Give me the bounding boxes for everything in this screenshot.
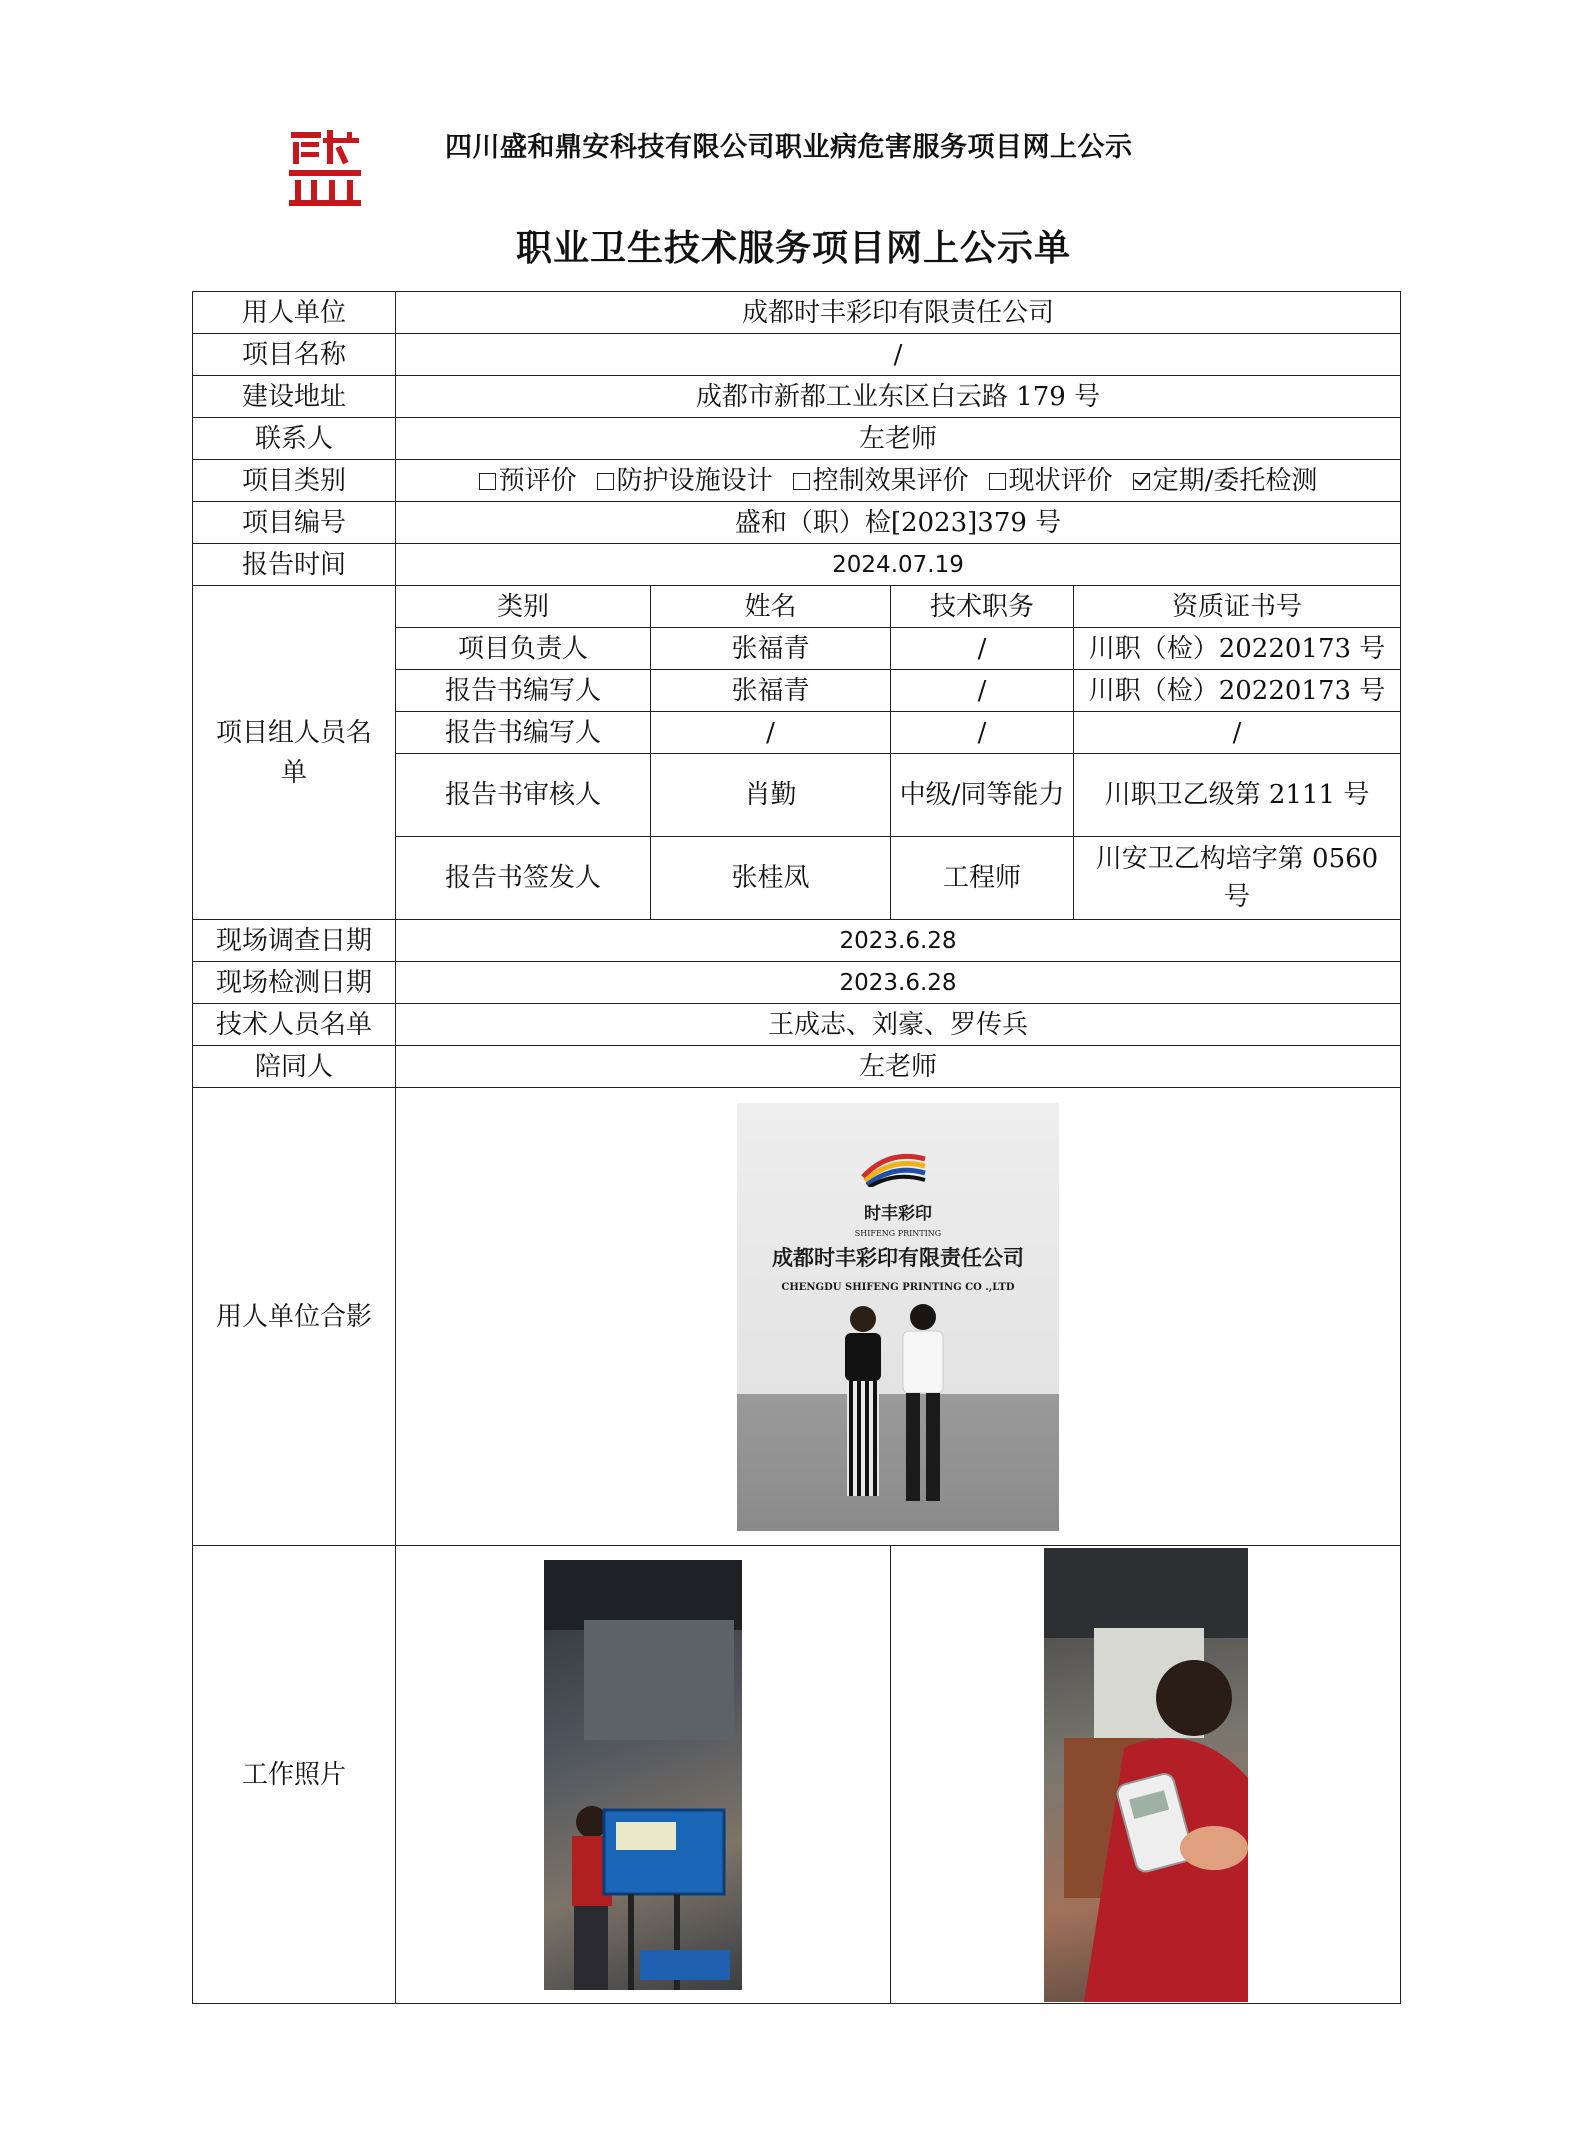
team-role: 报告书编写人 [396, 712, 651, 754]
team-role: 报告书编写人 [396, 670, 651, 712]
noise-meter-figure [1044, 1548, 1248, 2002]
company-logo-icon [287, 128, 363, 208]
team-cert: 川职卫乙级第 2111 号 [1074, 754, 1401, 837]
checkbox-checked-icon [1133, 473, 1150, 490]
work-photo-noise-meter [1044, 1548, 1248, 2002]
team-header-role: 类别 [396, 586, 651, 628]
value-project-no: 盛和（职）检[2023]379 号 [396, 502, 1401, 544]
checkbox-icon [479, 473, 496, 490]
label-survey-date: 现场调查日期 [193, 920, 396, 962]
label-team: 项目组人员名单 [193, 586, 396, 920]
label-project-no: 项目编号 [193, 502, 396, 544]
label-group-photo: 用人单位合影 [193, 1088, 396, 1546]
row-technicians [193, 1004, 1401, 1046]
team-title: / [891, 712, 1074, 754]
row-test-date [193, 962, 1401, 1004]
team-name: 张桂凤 [651, 837, 891, 920]
value-technicians: 王成志、刘豪、罗传兵 [396, 1004, 1401, 1046]
value-employer: 成都时丰彩印有限责任公司 [396, 292, 1401, 334]
value-contact: 左老师 [396, 418, 1401, 460]
row-project-name [193, 334, 1401, 376]
value-project-name: / [396, 334, 1401, 376]
label-report-time: 报告时间 [193, 544, 396, 586]
notice-table [192, 291, 1401, 2004]
team-cert: 川职（检）20220173 号 [1074, 628, 1401, 670]
checkbox-icon [597, 473, 614, 490]
category-options [396, 460, 1401, 502]
label-work-photos: 工作照片 [193, 1546, 396, 2004]
row-project-no [193, 502, 1401, 544]
label-test-date: 现场检测日期 [193, 962, 396, 1004]
team-role: 项目负责人 [396, 628, 651, 670]
row-address [193, 376, 1401, 418]
label-address: 建设地址 [193, 376, 396, 418]
team-header-name: 姓名 [651, 586, 891, 628]
team-title: / [891, 628, 1074, 670]
team-name: 张福青 [651, 670, 891, 712]
label-project-name: 项目名称 [193, 334, 396, 376]
two-people-figure [823, 1303, 963, 1513]
category-option: 现状评价 [989, 466, 1113, 496]
value-survey-date: 2023.6.28 [396, 920, 1401, 962]
value-address: 成都市新都工业东区白云路 179 号 [396, 376, 1401, 418]
work-photo-cell-1 [396, 1546, 891, 2004]
value-report-time: 2024.07.19 [396, 544, 1401, 586]
team-role: 报告书签发人 [396, 837, 651, 920]
row-report-time [193, 544, 1401, 586]
category-option: 控制效果评价 [793, 466, 969, 496]
category-option-checked: 定期/委托检测 [1133, 466, 1318, 496]
row-contact [193, 418, 1401, 460]
label-technicians: 技术人员名单 [193, 1004, 396, 1046]
label-employer: 用人单位 [193, 292, 396, 334]
brand-en-text: SHIFENG PRINTING [854, 1228, 942, 1238]
checkbox-icon [989, 473, 1006, 490]
value-accompany: 左老师 [396, 1046, 1401, 1088]
row-accompany [193, 1046, 1401, 1088]
value-test-date: 2023.6.28 [396, 962, 1401, 1004]
company-header: 四川盛和鼎安科技有限公司职业病危害服务项目网上公示 [445, 132, 1133, 163]
category-option: 防护设施设计 [597, 466, 773, 496]
team-title: / [891, 670, 1074, 712]
category-option: 预评价 [479, 466, 577, 496]
team-cert: 川安卫乙构培字第 0560 号 [1074, 837, 1401, 920]
row-work-photos [193, 1546, 1401, 2004]
group-photo-image [737, 1103, 1059, 1531]
team-cert: 川职（检）20220173 号 [1074, 670, 1401, 712]
row-employer [193, 292, 1401, 334]
row-survey-date [193, 920, 1401, 962]
team-header-title: 技术职务 [891, 586, 1074, 628]
label-category: 项目类别 [193, 460, 396, 502]
label-contact: 联系人 [193, 418, 396, 460]
team-title: 工程师 [891, 837, 1074, 920]
row-group-photo [193, 1088, 1401, 1546]
sampling-instrument-figure [544, 1560, 742, 1990]
brand-cn-text: 时丰彩印 [864, 1203, 932, 1224]
wall-en-text: CHENGDU SHIFENG PRINTING CO .,LTD [781, 1281, 1015, 1293]
team-cert: / [1074, 712, 1401, 754]
work-photo-cell-2 [891, 1546, 1401, 2004]
brand-logo-icon [859, 1147, 929, 1187]
team-header-cert: 资质证书号 [1074, 586, 1401, 628]
team-name: 肖勤 [651, 754, 891, 837]
team-name: / [651, 712, 891, 754]
work-photo-sampler [544, 1560, 742, 1990]
group-photo-cell [396, 1088, 1401, 1546]
wall-cn-text: 成都时丰彩印有限责任公司 [772, 1244, 1024, 1270]
team-title: 中级/同等能力 [891, 754, 1074, 837]
page-title: 职业卫生技术服务项目网上公示单 [515, 227, 1071, 269]
row-category [193, 460, 1401, 502]
team-name: 张福青 [651, 628, 891, 670]
label-accompany: 陪同人 [193, 1046, 396, 1088]
team-header-row [193, 586, 1401, 628]
team-role: 报告书审核人 [396, 754, 651, 837]
checkbox-icon [793, 473, 810, 490]
